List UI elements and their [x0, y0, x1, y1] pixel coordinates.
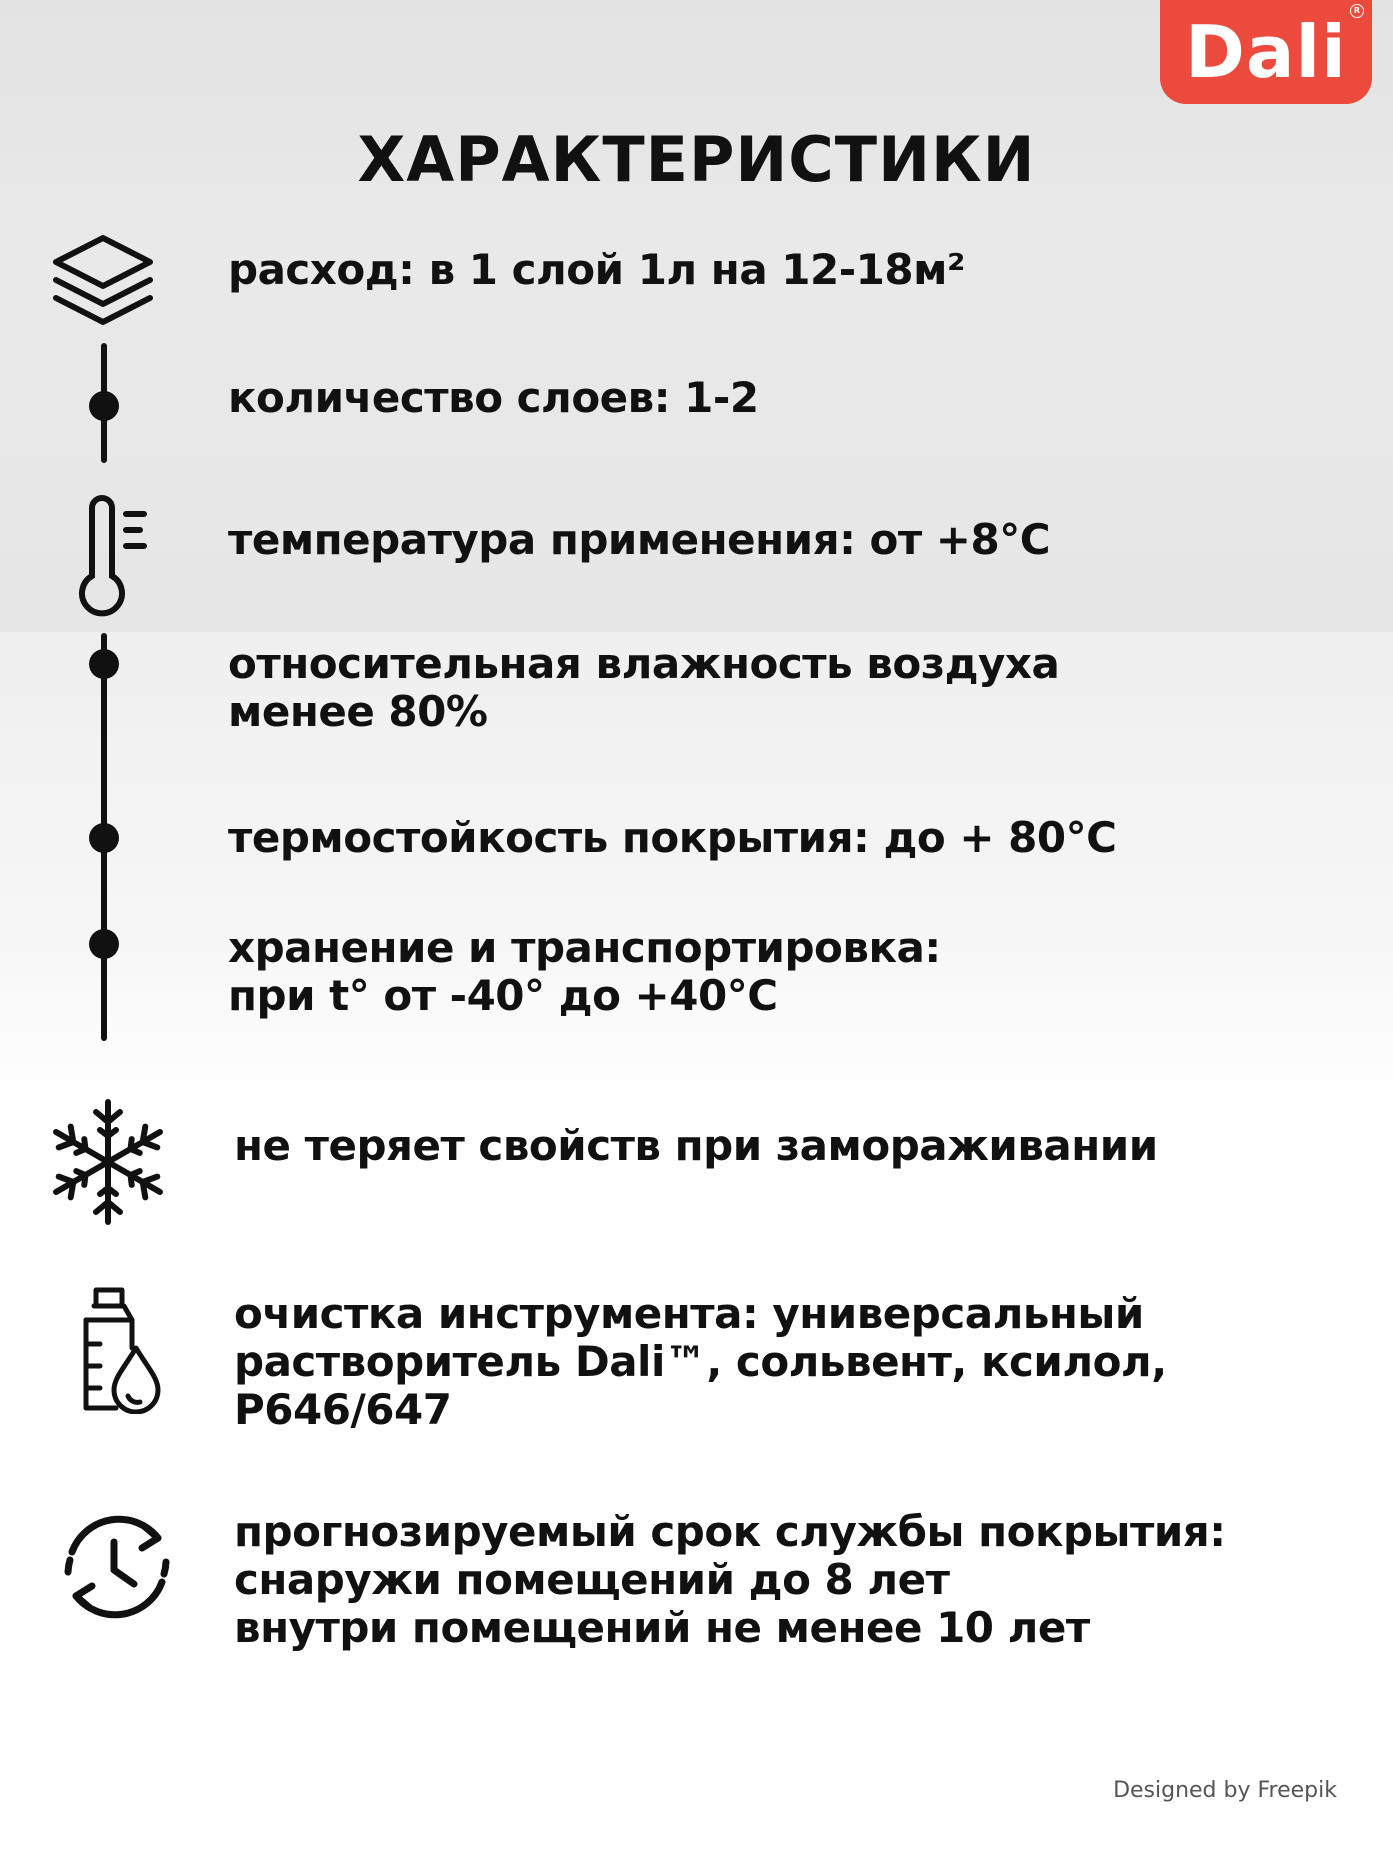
item-line: прогнозируемый срок службы покрытия:	[234, 1507, 1226, 1556]
characteristic-application-temperature	[228, 516, 1050, 564]
layers-icon	[48, 230, 158, 340]
item-line: при t° от -40° до +40°С	[228, 971, 778, 1020]
item-line: внутри помещений не менее 10 лет	[234, 1603, 1090, 1652]
snowflake-icon	[44, 1098, 172, 1226]
page-title: ХАРАКТЕРИСТИКИ	[357, 123, 1036, 196]
thermometer-icon	[70, 492, 160, 622]
registered-mark: R	[1350, 4, 1364, 18]
characteristic-service-life	[234, 1508, 1226, 1652]
characteristic-humidity	[228, 640, 1059, 736]
item-line: менее 80%	[228, 687, 488, 736]
characteristic-heat-resistance	[228, 814, 1116, 862]
clock-cycle-icon	[58, 1508, 176, 1626]
characteristic-tool-cleaning	[234, 1290, 1167, 1434]
item-line: хранение и транспортировка:	[228, 923, 941, 972]
item-line: термостойкость покрытия: до + 80°С	[228, 813, 1117, 862]
item-line: температура применения: от +8°С	[228, 515, 1051, 564]
characteristic-freeze-resistance	[234, 1122, 1158, 1170]
characteristic-layers	[228, 374, 759, 422]
item-line: растворитель Dali™, сольвент, ксилол,	[234, 1337, 1167, 1386]
item-line: относительная влажность воздуха	[228, 639, 1060, 688]
logo-text: Dali	[1185, 10, 1347, 94]
item-line: Р646/647	[234, 1385, 452, 1434]
characteristic-consumption	[228, 246, 965, 294]
solvent-bottle-icon	[74, 1286, 164, 1414]
timeline-line-upper	[80, 346, 128, 466]
timeline-line-lower	[80, 636, 128, 1042]
item-line: расход: в 1 слой 1л на 12-18м²	[228, 245, 965, 294]
dali-logo	[1160, 0, 1372, 104]
item-line: не теряет свойств при замораживании	[234, 1121, 1158, 1170]
item-line: снаружи помещений до 8 лет	[234, 1555, 950, 1604]
item-line: очистка инструмента: универсальный	[234, 1289, 1144, 1338]
item-line: количество слоев: 1-2	[228, 373, 759, 422]
characteristic-storage	[228, 924, 941, 1020]
design-credit: Designed by Freepik	[1113, 1778, 1337, 1803]
